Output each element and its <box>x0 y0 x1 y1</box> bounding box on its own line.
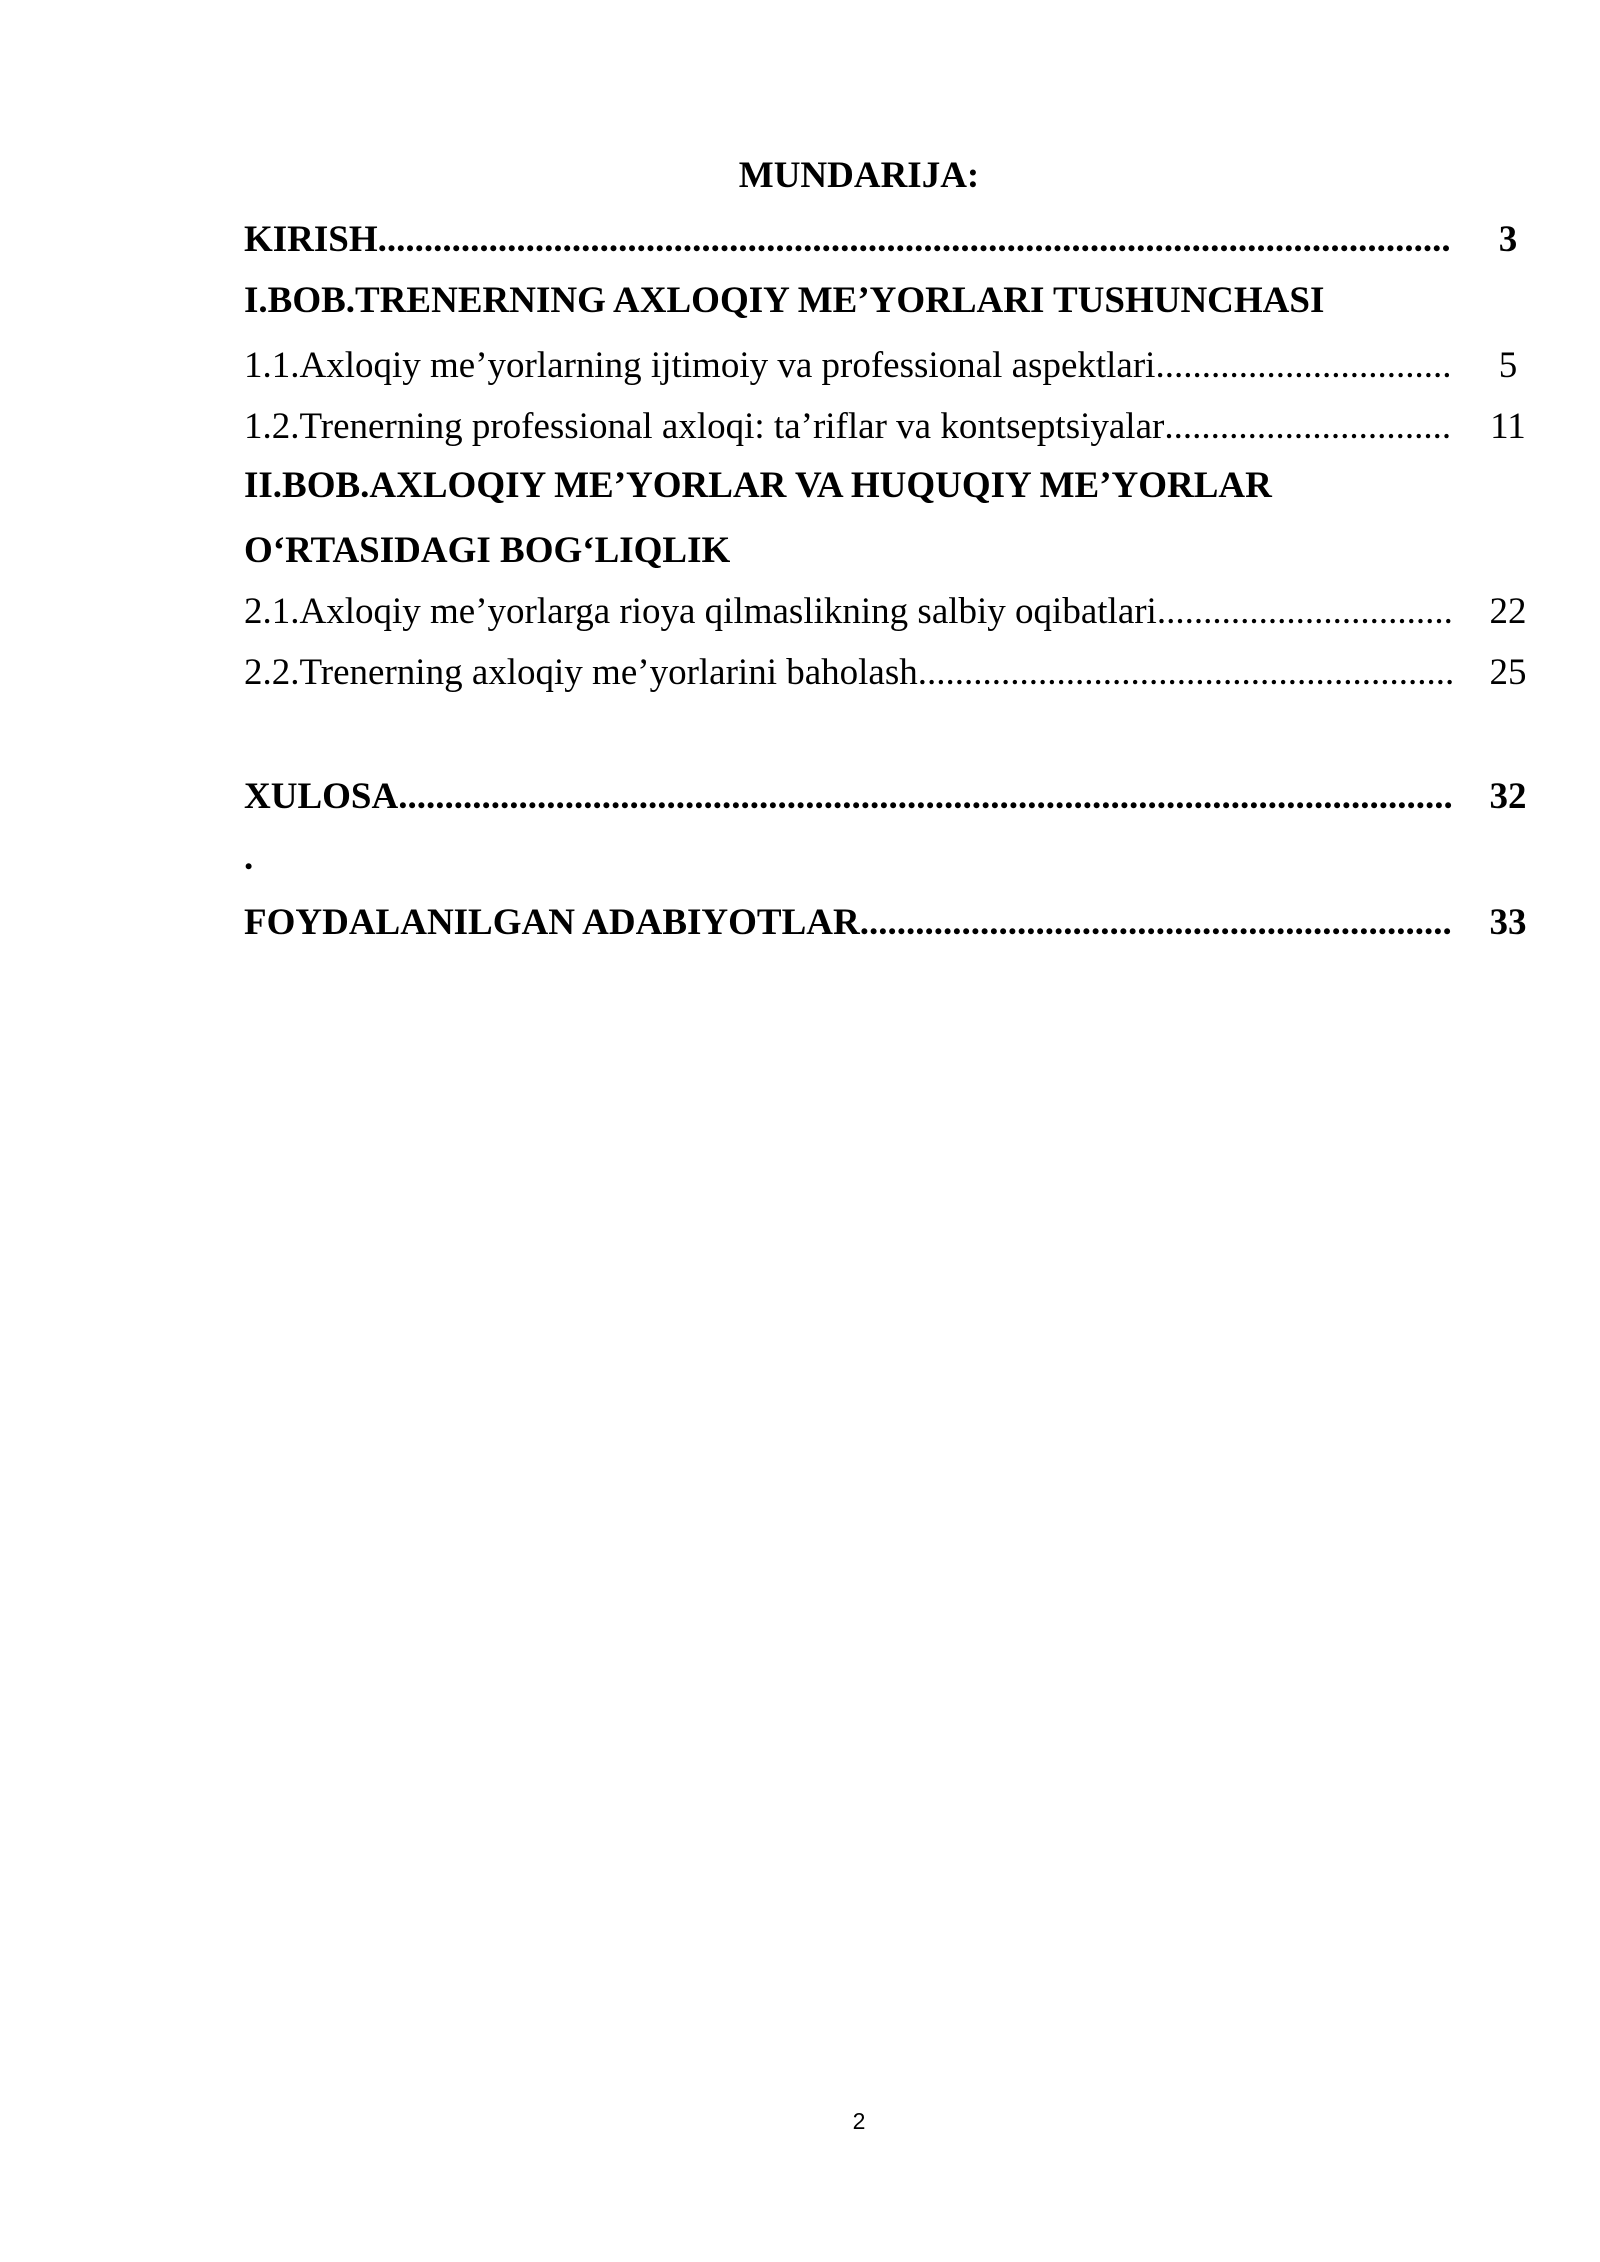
toc-dot-leader <box>1164 405 1452 449</box>
toc-entry-xulosa <box>244 775 1538 819</box>
toc-entry-page: 11 <box>1490 406 1526 447</box>
toc-entry-label: 2.2.Trenerning axloqiy me’yorlarini baholash <box>244 652 918 693</box>
toc-entry-page: 32 <box>1489 776 1527 817</box>
toc-entry-label: FOYDALANILGAN ADABIYOTLAR <box>244 902 860 943</box>
toc-dot-leader <box>860 901 1452 945</box>
toc-entry-page: 25 <box>1489 652 1527 693</box>
toc-dot-leader <box>398 775 1452 819</box>
chapter-heading-1 <box>244 279 1538 323</box>
toc-entry-2-2 <box>244 651 1538 695</box>
toc-entry-page: 5 <box>1498 345 1518 386</box>
toc-entry-label: 1.1.Axloqiy me’yorlarning ijtimoiy va professional aspektlari <box>244 345 1156 386</box>
toc-entry-references <box>244 901 1538 945</box>
stray-period-text: . <box>244 837 254 878</box>
chapter-heading-label: I.BOB.TRENERNING AXLOQIY ME’YORLARI TUSHUNCHASI <box>244 280 1325 321</box>
toc-entry-label: 2.1.Axloqiy me’yorlarga rioya qilmaslikning salbiy oqibatlari <box>244 591 1157 632</box>
toc-entry-kirish <box>244 218 1538 262</box>
toc-entry-1-1 <box>244 344 1538 388</box>
toc-dot-leader <box>918 651 1452 695</box>
toc-dot-leader <box>378 218 1452 262</box>
toc-entry-page: 3 <box>1498 219 1518 260</box>
toc-entry-2-1 <box>244 590 1538 634</box>
chapter-heading-label: II.BOB.AXLOQIY ME’YORLAR VA HUQUQIY ME’YORLAR <box>244 465 1272 506</box>
toc-entry-label: KIRISH <box>244 219 378 260</box>
chapter-heading-label: O‘RTASIDAGI BOG‘LIQLIK <box>244 530 731 571</box>
toc-dot-leader <box>1155 344 1452 388</box>
chapter-heading-2 <box>244 464 1538 508</box>
chapter-heading-2-continued <box>244 529 1538 573</box>
toc-title: MUNDARIJA: <box>738 155 980 196</box>
toc-entry-label: XULOSA <box>244 776 399 817</box>
toc-dot-leader <box>1157 590 1452 634</box>
toc-entry-1-2 <box>244 405 1538 449</box>
page-number: 2 <box>852 2108 866 2134</box>
toc-entry-label: 1.2.Trenerning professional axloqi: ta’riflar va kontseptsiyalar <box>244 406 1165 447</box>
stray-period <box>244 836 1538 880</box>
toc-entry-page: 22 <box>1489 591 1527 632</box>
toc-entry-page: 33 <box>1489 902 1527 943</box>
